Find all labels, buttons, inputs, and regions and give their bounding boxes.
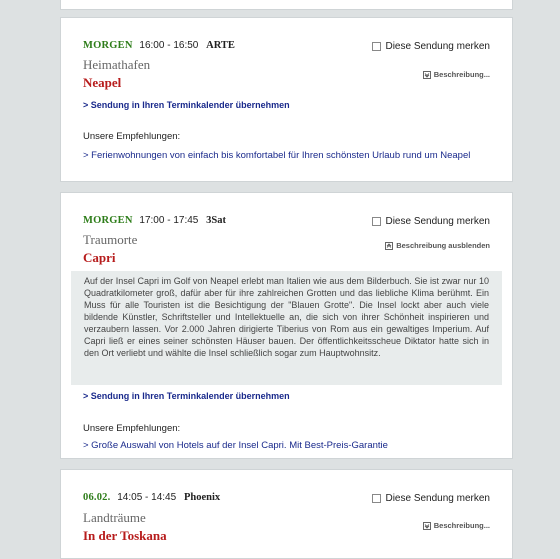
beschreibung-label: Beschreibung... [433, 70, 490, 79]
beschreibung-toggle[interactable] [385, 241, 490, 250]
program-card [60, 17, 513, 182]
program-day: 06.02. [83, 492, 111, 503]
program-channel: 3Sat [206, 215, 226, 226]
chevron-down-icon [423, 71, 431, 79]
checkbox-icon[interactable] [372, 217, 381, 226]
program-episode: Neapel [83, 75, 122, 90]
program-time: 16:00 - 16:50 [139, 40, 199, 51]
program-day: MORGEN [83, 215, 133, 226]
program-meta [83, 40, 235, 51]
checkbox-icon[interactable] [372, 42, 381, 51]
program-channel: Phoenix [183, 492, 221, 503]
empfehlungen-title: Unsere Empfehlungen: [83, 423, 181, 434]
merken-checkbox[interactable] [372, 493, 490, 504]
checkbox-icon[interactable] [372, 494, 381, 503]
calendar-link[interactable]: > Sendung in Ihren Terminkalender übernehmen [83, 100, 290, 110]
beschreibung-label: Beschreibung... [433, 521, 490, 530]
program-card [60, 469, 513, 559]
merken-checkbox[interactable] [372, 41, 490, 52]
program-meta [83, 492, 220, 503]
program-time: 17:00 - 17:45 [139, 215, 199, 226]
empfehlungen-title: Unsere Empfehlungen: [83, 131, 181, 142]
program-time: 14:05 - 14:45 [117, 492, 177, 503]
program-episode: Capri [83, 250, 116, 265]
program-episode: In der Toskana [83, 528, 167, 543]
merken-label: Diese Sendung merken [385, 216, 490, 227]
beschreibung-toggle[interactable] [423, 70, 490, 79]
empfehlung-link[interactable]: > Ferienwohnungen von einfach bis komfortabel für Ihren schönsten Urlaub rund um Neapel [83, 150, 471, 161]
program-card [60, 192, 513, 459]
calendar-link[interactable]: > Sendung in Ihren Terminkalender übernehmen [83, 391, 290, 401]
chevron-up-icon [385, 242, 393, 250]
program-description: Auf der Insel Capri im Golf von Neapel erlebt man Italien wie aus dem Bilderbuch. Sie ist zwar nur 10 Quadratkilometer groß, dafür aber für ihre zahlreichen Grotten und das liebliche Klima berühmt. Ein Muss für alle Touristen ist die Besichtigung der "Blauen Grotte". Die Insel lockt aber auch viele bildende Künstler, Schriftsteller und Intellektuelle an, die sich von ihrer Schönheit inspirieren und verzaubern lassen. Vor 2.000 Jahren dirigierte Tiberius von Rom aus ein gewaltiges Imperium. Auf Capri ließ er eines seiner schönsten Häuser bauen. Der öffentlichkeitsscheue Diktator hatte sich in den Ort verliebt und wählte die Insel schließlich sogar zum Hauptwohnsitz. [71, 271, 502, 385]
beschreibung-toggle[interactable] [423, 521, 490, 530]
merken-checkbox[interactable] [372, 216, 490, 227]
program-meta [83, 215, 226, 226]
empfehlung-link[interactable]: > Große Auswahl von Hotels auf der Insel Capri. Mit Best-Preis-Garantie [83, 440, 388, 451]
beschreibung-label: Beschreibung ausblenden [396, 241, 490, 250]
program-series: Heimathafen [83, 57, 151, 72]
program-series: Landträume [83, 510, 146, 525]
program-series: Traumorte [83, 232, 138, 247]
chevron-down-icon [423, 522, 431, 530]
program-day: MORGEN [83, 40, 133, 51]
program-channel: ARTE [206, 40, 235, 51]
merken-label: Diese Sendung merken [385, 41, 490, 52]
merken-label: Diese Sendung merken [385, 493, 490, 504]
program-card-partial [60, 0, 513, 10]
